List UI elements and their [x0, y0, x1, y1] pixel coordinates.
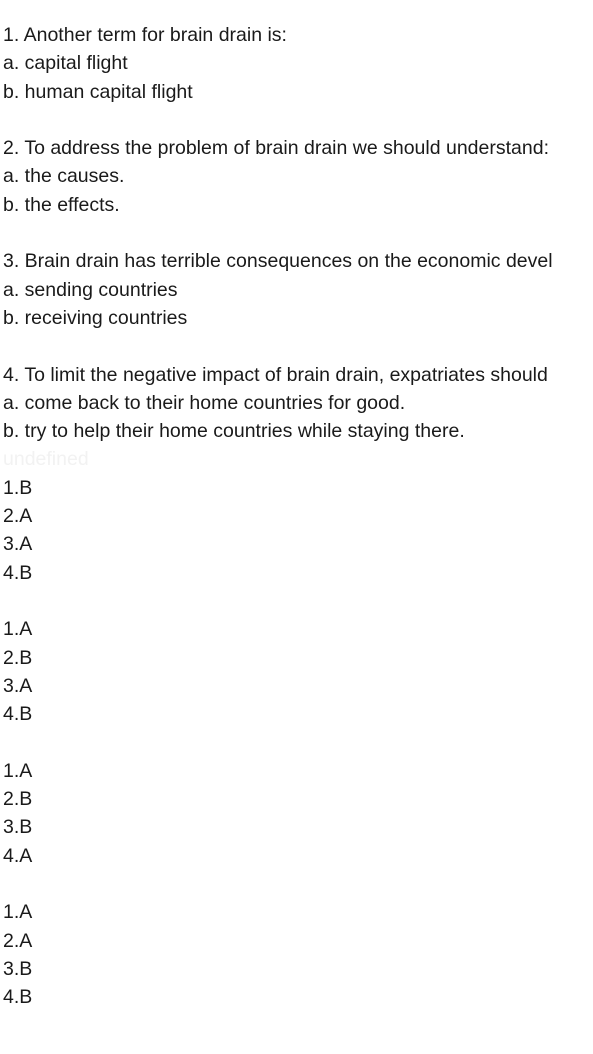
spacer [3, 106, 593, 134]
faint-undefined-text: undefined [3, 448, 89, 471]
answer-item: 3.A [3, 674, 33, 697]
answer-item: 2.A [3, 929, 33, 952]
answer-set-4 [3, 898, 593, 1011]
answer-item: 4.B [3, 703, 33, 726]
spacer [3, 332, 593, 360]
answer-item: 1.A [3, 901, 33, 924]
option-b: b. human capital flight [3, 80, 193, 103]
answer-item: 4.B [3, 561, 33, 584]
spacer [3, 587, 593, 615]
answer-item: 1.B [3, 476, 33, 499]
spacer [3, 870, 593, 898]
option-b: b. the effects. [3, 193, 120, 216]
option-a: a. capital flight [3, 52, 128, 75]
option-a: a. the causes. [3, 165, 125, 188]
question-1 [3, 21, 593, 106]
spacer [3, 728, 593, 756]
answer-item: 4.A [3, 844, 33, 867]
answer-item: 2.A [3, 505, 33, 528]
question-prompt: 2. To address the problem of brain drain we should understand: [3, 137, 549, 160]
question-4 [3, 361, 593, 446]
answer-item: 2.B [3, 788, 33, 811]
answer-set-2 [3, 615, 593, 728]
answer-set-3 [3, 757, 593, 870]
option-a: a. come back to their home countries for good. [3, 391, 406, 414]
question-prompt: 3. Brain drain has terrible consequences on the economic devel [3, 250, 553, 273]
answer-item: 2.B [3, 646, 33, 669]
quiz-document [3, 21, 593, 1011]
answer-item: 3.A [3, 533, 33, 556]
answer-item: 3.B [3, 816, 33, 839]
answer-set-1 [3, 474, 593, 587]
question-prompt: 1. Another term for brain drain is: [3, 24, 287, 46]
question-prompt: 4. To limit the negative impact of brain drain, expatriates should [3, 363, 548, 386]
answer-item: 4.B [3, 986, 33, 1009]
question-2 [3, 134, 593, 219]
option-a: a. sending countries [3, 278, 178, 301]
spacer [3, 219, 593, 247]
answer-item: 3.B [3, 957, 33, 980]
option-b: b. receiving countries [3, 306, 188, 329]
option-b: b. try to help their home countries while staying there. [3, 420, 465, 443]
question-3 [3, 247, 593, 332]
answer-item: 1.A [3, 759, 33, 782]
answer-item: 1.A [3, 618, 33, 641]
